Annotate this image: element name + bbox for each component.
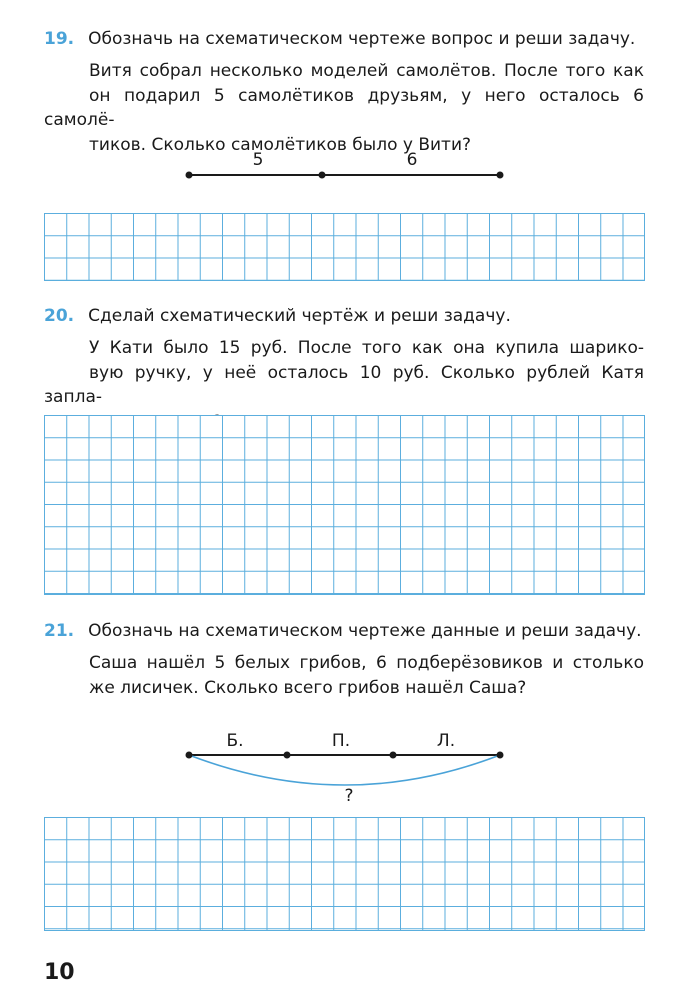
segment-point [186,752,193,759]
answer-grid[interactable] [44,415,645,595]
text-line: вую ручку, у неё осталось 10 руб. Сколько рублей Катя запла- [44,362,644,407]
segment-label: Л. [436,731,456,751]
segment-point [497,752,504,759]
text-line: он подарил 5 самолётиков друзьям, у него осталось 6 самолё- [44,85,644,130]
segment-point [284,752,291,759]
text-line: Витя собрал несколько моделей самолётов. После того как [89,61,644,81]
page-number: 10 [44,960,75,985]
text-line: же лисичек. Сколько всего грибов нашёл Саша? [89,677,527,698]
segment-point [497,172,504,179]
segment-point [390,752,397,759]
task-21-scheme [0,720,689,810]
text-line: Саша нашёл 5 белых грибов, 6 подберёзовиков и столько [89,653,644,673]
task-19-scheme [0,140,689,200]
task-21-header [44,619,642,643]
segment-label: П. [331,731,351,751]
total-arc [189,755,500,785]
text-line: тиков. Сколько самолётиков было у Вити? [89,134,472,155]
answer-grid[interactable] [44,817,645,931]
segment-point [319,172,326,179]
question-mark: ? [344,786,354,806]
task-instruction: Обозначь на схематическом чертеже данные и реши задачу. [88,621,642,641]
text-line: У Кати было 15 руб. После того как она купила шарико- [89,338,644,358]
task-number: 19. [44,29,75,49]
task-21-text [44,651,644,700]
segment-label: 5 [252,150,264,170]
segment-label: 6 [406,150,418,170]
answer-grid[interactable] [44,213,645,281]
task-instruction: Обозначь на схематическом чертеже вопрос и реши задачу. [88,29,636,49]
task-number: 21. [44,621,75,641]
segment-point [186,172,193,179]
task-instruction: Сделай схематический чертёж и реши задачу. [88,306,511,326]
task-20-header [44,304,511,328]
segment-label: Б. [226,731,244,751]
task-number: 20. [44,306,75,326]
task-19-header [44,27,635,51]
